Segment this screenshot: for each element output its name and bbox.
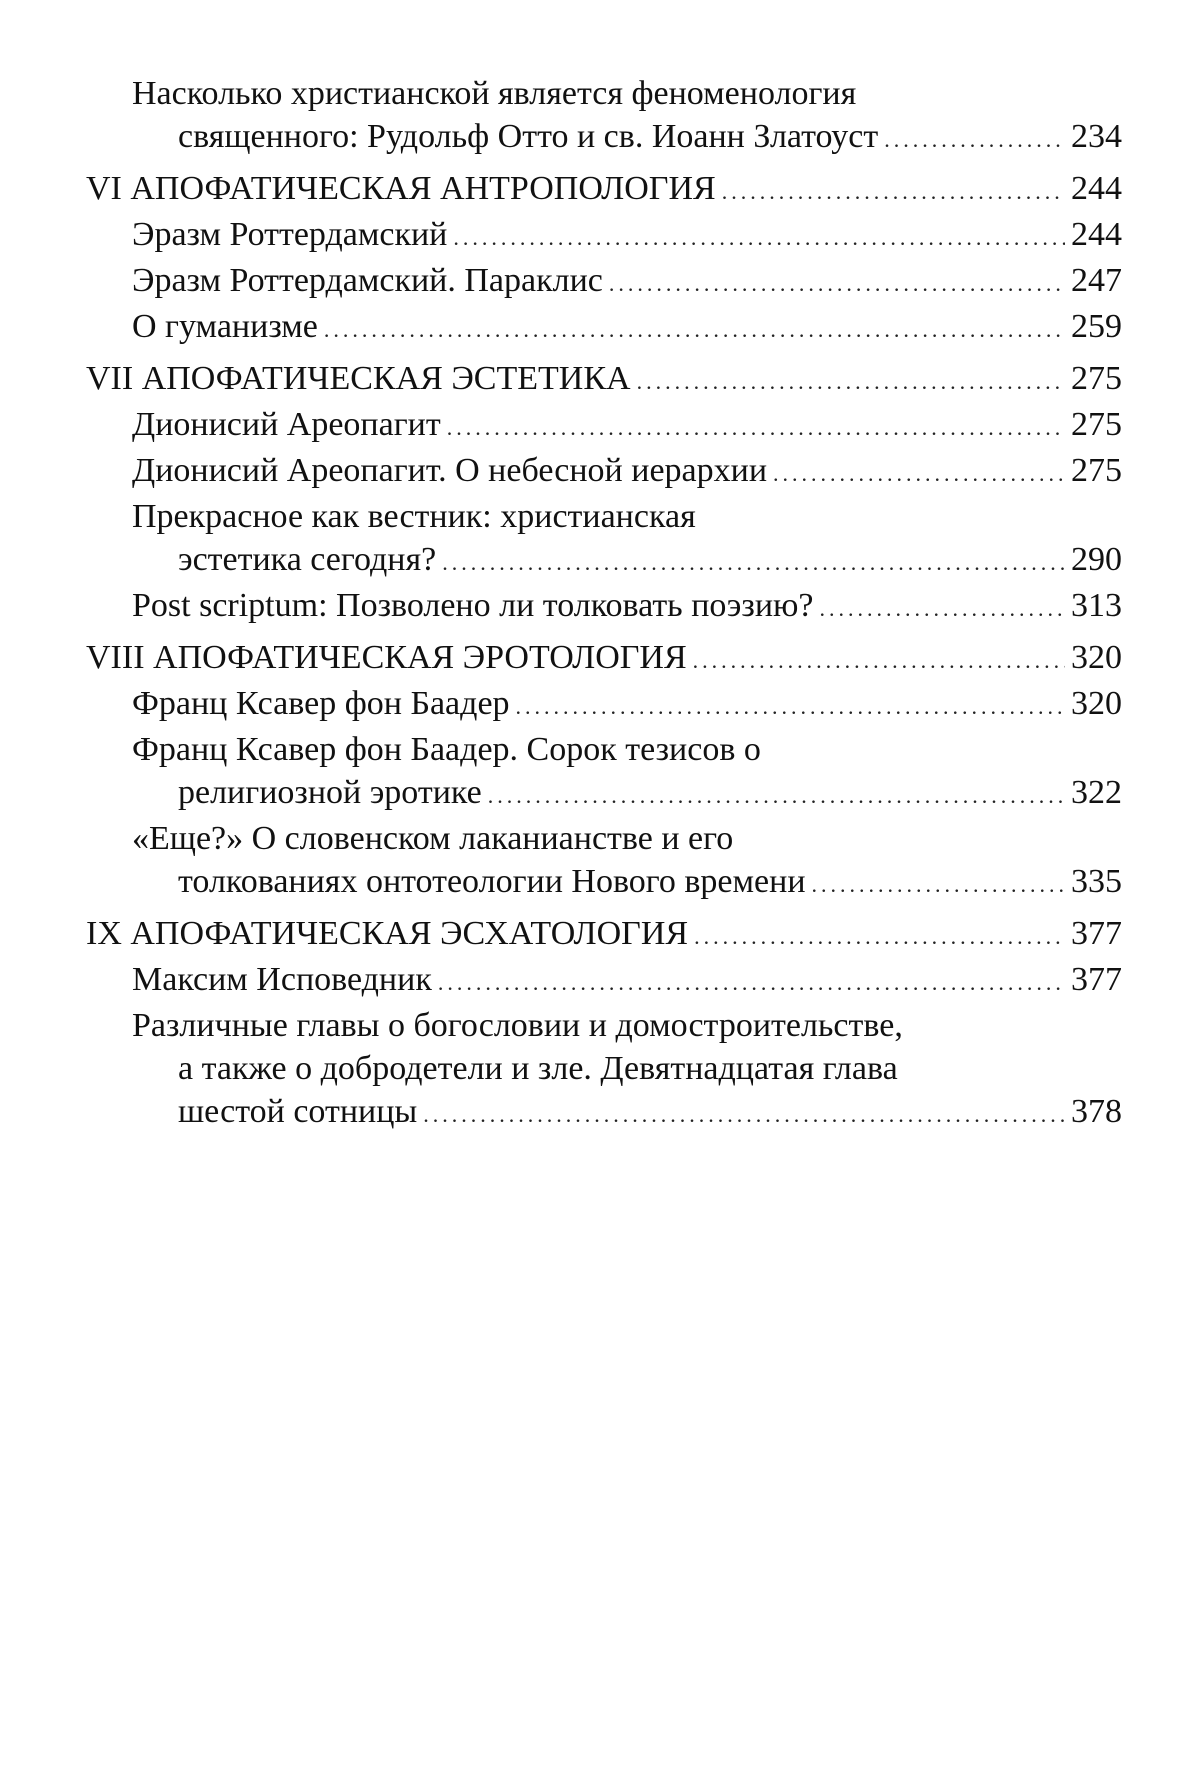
toc-entry-line bbox=[132, 259, 1122, 305]
entry-title: Post scriptum: Позволено ли толковать поэзию? bbox=[132, 587, 814, 624]
toc-entry-line bbox=[132, 860, 1122, 906]
toc-entry bbox=[86, 728, 1122, 817]
toc-section-entry bbox=[86, 357, 1122, 403]
page-number: 335 bbox=[1071, 863, 1122, 900]
toc-entry-line bbox=[132, 213, 1122, 259]
toc-entry bbox=[86, 72, 1122, 161]
dot-leader bbox=[773, 452, 1065, 495]
entry-title: Дионисий Ареопагит bbox=[132, 406, 441, 443]
dot-leader bbox=[693, 639, 1065, 682]
dot-leader bbox=[609, 262, 1065, 305]
page-number: 275 bbox=[1071, 360, 1122, 397]
section-title: IX АПОФАТИЧЕСКАЯ ЭСХАТОЛОГИЯ bbox=[86, 915, 689, 952]
entry-title: религиозной эротике bbox=[178, 774, 482, 811]
toc-entry-line bbox=[86, 167, 1122, 213]
toc-entry bbox=[86, 305, 1122, 351]
page-number: 377 bbox=[1071, 961, 1122, 998]
entry-title: О гуманизме bbox=[132, 308, 318, 345]
page-number: 244 bbox=[1071, 170, 1122, 207]
entry-title-line: «Еще?» О словенском лаканианстве и его bbox=[132, 820, 734, 857]
toc-entry bbox=[86, 259, 1122, 305]
toc-entry-line bbox=[132, 771, 1122, 817]
toc-entry bbox=[86, 584, 1122, 630]
section-title: VIII АПОФАТИЧЕСКАЯ ЭРОТОЛОГИЯ bbox=[86, 639, 687, 676]
entry-title: шестой сотницы bbox=[178, 1093, 418, 1130]
entry-title-line: Различные главы о богословии и домостроительстве, bbox=[132, 1007, 903, 1044]
entry-title: священного: Рудольф Отто и св. Иоанн Златоуст bbox=[178, 118, 879, 155]
page-number: 313 bbox=[1071, 587, 1122, 624]
toc-entry-line bbox=[132, 305, 1122, 351]
toc-entry bbox=[86, 449, 1122, 495]
table-of-contents bbox=[86, 72, 1122, 1136]
toc-entry-line bbox=[132, 538, 1122, 584]
dot-leader bbox=[694, 915, 1065, 958]
entry-title: Дионисий Ареопагит. О небесной иерархии bbox=[132, 452, 768, 489]
dot-leader bbox=[884, 118, 1065, 161]
dot-leader bbox=[453, 216, 1065, 259]
toc-entry-line bbox=[132, 449, 1122, 495]
toc-entry-line bbox=[132, 584, 1122, 630]
toc-entry-line bbox=[86, 912, 1122, 958]
dot-leader bbox=[442, 541, 1065, 584]
entry-title: эстетика сегодня? bbox=[178, 541, 437, 578]
dot-leader bbox=[516, 685, 1065, 728]
entry-title: толкованиях онтотеологии Нового времени bbox=[178, 863, 806, 900]
dot-leader bbox=[812, 863, 1065, 906]
toc-entry-line bbox=[132, 403, 1122, 449]
page-number: 247 bbox=[1071, 262, 1122, 299]
dot-leader bbox=[820, 587, 1065, 630]
toc-entry-line bbox=[132, 115, 1122, 161]
page-number: 377 bbox=[1071, 915, 1122, 952]
entry-title-line: Прекрасное как вестник: христианская bbox=[132, 498, 696, 535]
section-title: VI АПОФАТИЧЕСКАЯ АНТРОПОЛОГИЯ bbox=[86, 170, 716, 207]
entry-title-line: Франц Ксавер фон Баадер. Сорок тезисов о bbox=[132, 731, 761, 768]
entry-title-line: а также о добродетели и зле. Девятнадцатая глава bbox=[178, 1050, 898, 1087]
page-number: 378 bbox=[1071, 1093, 1122, 1130]
toc-entry-line bbox=[132, 958, 1122, 1004]
dot-leader bbox=[447, 406, 1065, 449]
section-title: VII АПОФАТИЧЕСКАЯ ЭСТЕТИКА bbox=[86, 360, 631, 397]
toc-entry bbox=[86, 817, 1122, 906]
toc-entry-line bbox=[132, 1090, 1122, 1136]
toc-entry bbox=[86, 682, 1122, 728]
toc-entry bbox=[86, 403, 1122, 449]
page-number: 275 bbox=[1071, 406, 1122, 443]
dot-leader bbox=[488, 774, 1065, 817]
toc-entry-line bbox=[86, 357, 1122, 403]
page-number: 320 bbox=[1071, 685, 1122, 722]
entry-title: Эразм Роттердамский bbox=[132, 216, 448, 253]
entry-title: Максим Исповедник bbox=[132, 961, 432, 998]
entry-title: Эразм Роттердамский. Параклис bbox=[132, 262, 603, 299]
toc-entry bbox=[86, 495, 1122, 584]
page-number: 322 bbox=[1071, 774, 1122, 811]
toc-entry bbox=[86, 958, 1122, 1004]
toc-entry bbox=[86, 213, 1122, 259]
page-number: 320 bbox=[1071, 639, 1122, 676]
toc-entry-line bbox=[132, 682, 1122, 728]
entry-title-line: Насколько христианской является феноменология bbox=[132, 75, 857, 112]
dot-leader bbox=[438, 961, 1065, 1004]
toc-entry bbox=[86, 1004, 1122, 1136]
toc-section-entry bbox=[86, 636, 1122, 682]
toc-entry-line bbox=[86, 636, 1122, 682]
dot-leader bbox=[722, 170, 1065, 213]
dot-leader bbox=[423, 1093, 1065, 1136]
dot-leader bbox=[637, 360, 1065, 403]
toc-section-entry bbox=[86, 912, 1122, 958]
dot-leader bbox=[324, 308, 1065, 351]
entry-title: Франц Ксавер фон Баадер bbox=[132, 685, 510, 722]
page-number: 259 bbox=[1071, 308, 1122, 345]
toc-section-entry bbox=[86, 167, 1122, 213]
page-number: 290 bbox=[1071, 541, 1122, 578]
page-number: 275 bbox=[1071, 452, 1122, 489]
page-number: 244 bbox=[1071, 216, 1122, 253]
page-number: 234 bbox=[1071, 118, 1122, 155]
